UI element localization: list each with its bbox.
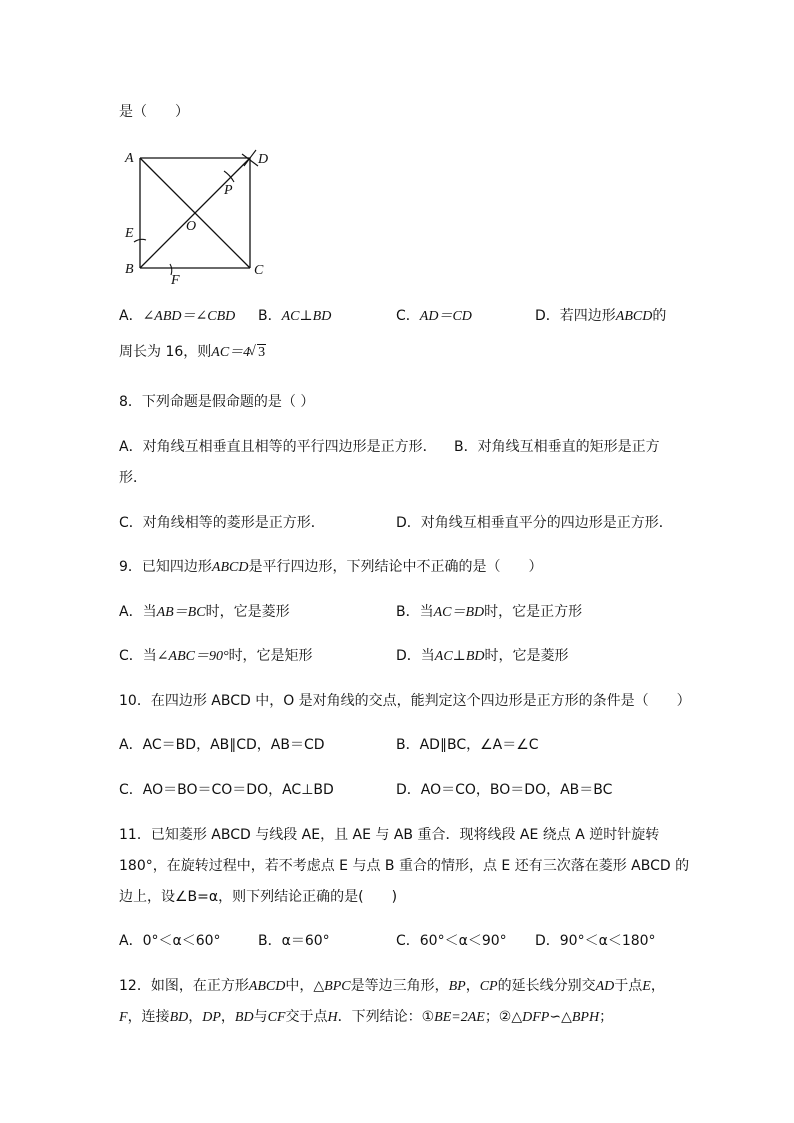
q7-option-b: B．AC⊥BD: [258, 308, 332, 324]
q8-option-a: A．对角线互相垂直且相等的平行四边形是正方形．: [119, 439, 437, 455]
q12-stem-line2: F，连接BD，DP，BD与CF交于点H．下列结论：①BE=2AE；②△DFP∽△BPH；: [119, 1009, 614, 1025]
q11-stem-line2: 180°，在旋转过程中，若不考虑点 E 与点 B 重合的情形，点 E 还有三次落在菱形 ABCD 的: [119, 858, 690, 874]
q10-option-d: D．AO＝CO，BO＝DO，AB＝BC: [396, 782, 613, 798]
q11-stem-line1: 11．已知菱形 ABCD 与线段 AE，且 AE 与 AB 重合．现将线段 AE 绕点 A 逆时针旋转: [119, 827, 660, 843]
q9-option-a: A．当AB＝BC时，它是菱形: [119, 604, 290, 620]
q7-option-a: A．∠ABD＝∠CBD: [119, 308, 236, 324]
q11-option-b: B．α＝60°: [258, 933, 330, 949]
q8-stem: 8．下列命题是假命题的是（ ）: [119, 394, 315, 410]
q7-label-p: P: [224, 183, 233, 198]
q7-option-d-cont: 周长为 16，则AC＝4√ 3: [119, 343, 266, 362]
q7-label-o: O: [186, 219, 197, 234]
q7-label-a: A: [125, 151, 134, 166]
q7-label-c: C: [254, 263, 264, 278]
q7-label-f: F: [171, 273, 180, 288]
q7-label-b: B: [125, 262, 134, 277]
q7-stem-end: 是（ ）: [119, 104, 189, 120]
q10-stem: 10．在四边形 ABCD 中，O 是对角线的交点，能判定这个四边形是正方形的条件是（ ）: [119, 693, 691, 709]
q7-option-d: D．若四边形ABCD的: [535, 308, 667, 324]
q9-option-b: B．当AC＝BD时，它是正方形: [396, 604, 583, 620]
q10-option-c: C．AO＝BO＝CO＝DO，AC⊥BD: [119, 782, 334, 798]
q10-option-a: A．AC＝BD，AB∥CD，AB＝CD: [119, 737, 325, 753]
q8-option-b: B．对角线互相垂直的矩形是正方: [454, 439, 660, 455]
q7-option-c: C．AD＝CD: [396, 308, 472, 324]
q11-stem-line3: 边上，设∠B=α，则下列结论正确的是( ): [119, 889, 398, 905]
q8-option-b-cont: 形．: [119, 470, 147, 486]
q9-option-c: C．当∠ABC＝90°时，它是矩形: [119, 648, 313, 664]
q12-stem-line1: 12．如图，在正方形ABCD中，△BPC是等边三角形，BP，CP的延长线分别交AD于点E，: [119, 978, 665, 994]
q9-option-d: D．当AC⊥BD时，它是菱形: [396, 648, 569, 664]
q11-option-a: A．0°＜α＜60°: [119, 933, 221, 949]
q8-option-c: C．对角线相等的菱形是正方形．: [119, 515, 325, 531]
q10-option-b: B．AD∥BC，∠A＝∠C: [396, 737, 539, 753]
q11-option-d: D．90°＜α＜180°: [535, 933, 656, 949]
q7-label-d: D: [258, 152, 269, 167]
q8-option-d: D．对角线互相垂直平分的四边形是正方形．: [396, 515, 673, 531]
q11-option-c: C．60°＜α＜90°: [396, 933, 507, 949]
q7-square-figure: [116, 142, 286, 292]
q7-label-e: E: [125, 226, 134, 241]
q9-stem: 9．已知四边形ABCD是平行四边形，下列结论中不正确的是（ ）: [119, 559, 543, 575]
